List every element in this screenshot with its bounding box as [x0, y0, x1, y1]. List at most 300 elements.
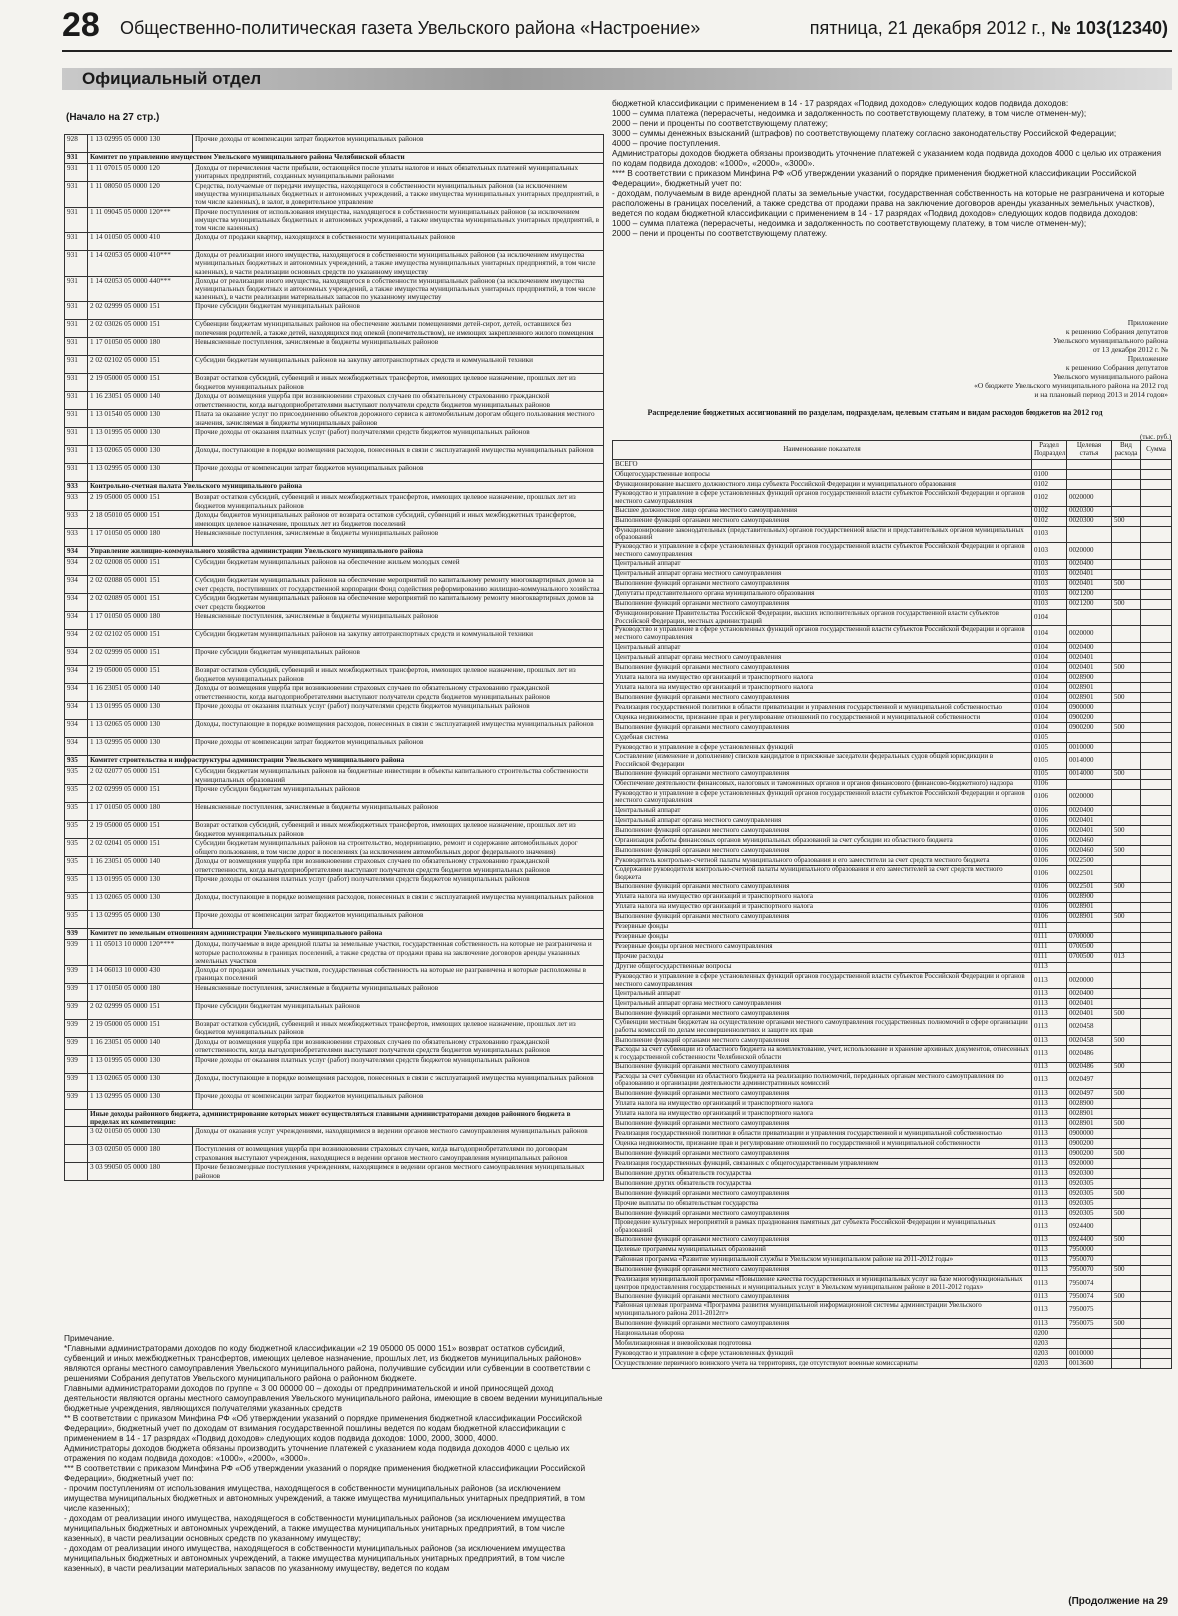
code-cell: 0102 — [1032, 490, 1067, 507]
budget-code-cell: 2 19 05000 05 0000 151 — [88, 493, 193, 511]
table-row — [613, 856, 1172, 866]
indicator-name-cell: Руководитель контрольно-счетной палаты муниципального образования и его заместители за счет средств местного бюджета — [613, 856, 1032, 866]
code-cell — [1141, 682, 1172, 692]
indicator-name-cell: Выполнение других обязательств государства — [613, 1179, 1032, 1189]
table-row — [65, 392, 604, 410]
indicator-name-cell: Выполнение функций органами местного самоуправления — [613, 579, 1032, 589]
code-cell: 0020401 — [1067, 1009, 1112, 1019]
code-cell: 0020497 — [1067, 1089, 1112, 1099]
code-cell — [1141, 569, 1172, 579]
table-row — [65, 482, 604, 493]
appendix-line: Увельского муниципального района — [1053, 372, 1168, 381]
code-cell: 0104 — [1032, 692, 1067, 702]
code-cell: 0106 — [1032, 866, 1067, 883]
admin-code-cell: 939 — [65, 966, 88, 984]
code-cell — [1141, 1219, 1172, 1236]
code-cell — [1141, 962, 1172, 972]
appendix-caption — [848, 318, 1168, 399]
revenue-name-cell: Доходы от продажи земельных участков, государственная собственность на которые не разграничена и которые расположены в границах поселений — [193, 966, 604, 984]
code-cell: 0020300 — [1067, 506, 1112, 516]
revenue-name-cell: Средства, получаемые от передачи имущества, находящегося в собственности муниципальных районов (за исключением имущества муниципальных бюджетных и автономных учреждений, а также имущества муниципальных унитарных предприятий, в том числе казенных), в залог, в доверительное управление — [193, 182, 604, 208]
table-row — [65, 738, 604, 756]
code-cell: 0020401 — [1067, 826, 1112, 836]
table-row — [65, 251, 604, 277]
code-cell: 500 — [1112, 1235, 1141, 1245]
table-row — [65, 164, 604, 182]
budget-code-cell: 1 17 01050 05 0000 180 — [88, 612, 193, 630]
budget-code-cell: 1 13 02065 05 0000 130 — [88, 720, 193, 738]
code-cell — [1112, 1072, 1141, 1089]
revenue-name-cell: Прочие субсидии бюджетам муниципальных районов — [193, 648, 604, 666]
admin-code-cell — [65, 1163, 88, 1181]
table-row — [65, 648, 604, 666]
table-row — [613, 682, 1172, 692]
table-row — [613, 506, 1172, 516]
code-cell: 0113 — [1032, 1119, 1067, 1129]
table-row — [613, 722, 1172, 732]
code-cell: 0113 — [1032, 1275, 1067, 1292]
admin-code-cell — [65, 1110, 88, 1127]
indicator-name-cell: Руководство и управление в сфере установленных функций — [613, 742, 1032, 752]
code-cell — [1141, 652, 1172, 662]
code-cell: 0020458 — [1067, 1035, 1112, 1045]
code-cell: 0203 — [1032, 1348, 1067, 1358]
table-row — [613, 672, 1172, 682]
code-cell: 0113 — [1032, 1089, 1067, 1099]
code-cell — [1112, 1159, 1141, 1169]
admin-code-cell: 939 — [65, 1020, 88, 1038]
code-cell: 0022501 — [1067, 866, 1112, 883]
indicator-name-cell: Выполнение функций органами местного самоуправления — [613, 912, 1032, 922]
text-paragraph: 3000 – суммы денежных взысканий (штрафов) по соответствующему платежу согласно законодательству Российской Федерации; — [612, 128, 1117, 138]
admin-name-cell: Управление жилищно-коммунального хозяйства администрации Увельского муниципального района — [88, 547, 604, 558]
indicator-name-cell: Выполнение функций органами местного самоуправления — [613, 1235, 1032, 1245]
code-cell — [1112, 902, 1141, 912]
table-row — [65, 1127, 604, 1145]
appendix-line: Увельского муниципального района — [1053, 336, 1168, 345]
admin-code-cell: 935 — [65, 911, 88, 929]
issue-date — [810, 18, 1168, 39]
table-row — [65, 857, 604, 875]
budget-code-cell: 3 03 02050 05 0000 180 — [88, 1145, 193, 1163]
revenue-name-cell: Невыясненные поступления, зачисляемые в бюджеты муниципальных районов — [193, 984, 604, 1002]
table-row — [65, 984, 604, 1002]
code-cell: 0104 — [1032, 626, 1067, 643]
text-paragraph: 1000 – сумма платежа (перерасчеты, недоимка и задолженность по соответствующему платежу, в том числе отменен-му); — [612, 218, 1087, 228]
table-row — [65, 1038, 604, 1056]
admin-code-cell: 933 — [65, 529, 88, 547]
code-cell — [1141, 1338, 1172, 1348]
budget-code-cell: 1 13 02065 05 0000 130 — [88, 893, 193, 911]
table-row — [613, 1245, 1172, 1255]
code-cell — [1067, 1338, 1112, 1348]
code-cell — [1141, 779, 1172, 789]
code-cell: 0106 — [1032, 816, 1067, 826]
table-row — [613, 480, 1172, 490]
code-cell — [1032, 460, 1067, 470]
code-cell — [1112, 752, 1141, 769]
table-row — [613, 1072, 1172, 1089]
code-cell — [1112, 789, 1141, 806]
admin-code-cell: 939 — [65, 984, 88, 1002]
code-cell: 0920305 — [1067, 1179, 1112, 1189]
code-cell: 0103 — [1032, 569, 1067, 579]
code-cell — [1141, 1099, 1172, 1109]
revenue-administrators-table — [64, 134, 604, 1181]
table-row — [65, 302, 604, 320]
code-cell: 0028900 — [1067, 1099, 1112, 1109]
code-cell — [1112, 1019, 1141, 1036]
revenue-name-cell: Прочие доходы от оказания платных услуг (работ) получателями средств бюджетов муниципальных районов — [193, 875, 604, 893]
code-cell — [1112, 1245, 1141, 1255]
code-cell — [1112, 942, 1141, 952]
code-cell: 0111 — [1032, 932, 1067, 942]
indicator-name-cell: Руководство и управление в сфере установленных функций — [613, 1348, 1032, 1358]
code-cell: 0020000 — [1067, 972, 1112, 989]
table-row — [613, 972, 1172, 989]
revenue-name-cell: Субсидии бюджетам муниципальных районов на закупку автотранспортных средств и коммунальной техники — [193, 630, 604, 648]
code-cell — [1067, 480, 1112, 490]
budget-code-cell: 1 14 02053 05 0000 410*** — [88, 251, 193, 277]
note-paragraph: Главными администраторами доходов по группе « 3 00 00000 00 – доходы от предпринимательской и иной приносящей доход деятельности являются органы местного самоуправления Увельского муниципального района, имеющие в своем ведении муниципальные бюджетные учреждения, являющихся получателями указанных средств — [64, 1383, 603, 1413]
code-cell — [1141, 1089, 1172, 1099]
date-text: пятница, 21 декабря 2012 г., — [809, 18, 1051, 38]
budget-code-cell: 2 18 05010 05 0000 151 — [88, 511, 193, 529]
table-row — [613, 609, 1172, 626]
budget-code-cell: 1 11 05013 10 0000 120**** — [88, 940, 193, 966]
code-cell: 0028901 — [1067, 912, 1112, 922]
code-cell — [1112, 1099, 1141, 1109]
budget-code-cell: 1 13 01995 05 0000 130 — [88, 875, 193, 893]
table-row — [613, 1292, 1172, 1302]
table-row — [613, 1099, 1172, 1109]
code-cell: 500 — [1112, 769, 1141, 779]
code-cell — [1141, 1072, 1172, 1089]
table-row — [613, 779, 1172, 789]
code-cell: 0920305 — [1067, 1189, 1112, 1199]
code-cell — [1141, 1019, 1172, 1036]
table-row — [65, 558, 604, 576]
code-cell — [1112, 672, 1141, 682]
admin-code-cell: 935 — [65, 785, 88, 803]
budget-code-cell: 1 17 01050 05 0000 180 — [88, 338, 193, 356]
indicator-name-cell: Выполнение функций органами местного самоуправления — [613, 1209, 1032, 1219]
admin-code-cell: 939 — [65, 1002, 88, 1020]
code-cell: 500 — [1112, 1009, 1141, 1019]
code-cell: 0020000 — [1067, 789, 1112, 806]
table-row — [613, 912, 1172, 922]
revenue-name-cell: Субсидии бюджетам муниципальных районов на обеспечение жильем молодых семей — [193, 558, 604, 576]
code-cell: 0028900 — [1067, 892, 1112, 902]
table-row — [65, 803, 604, 821]
code-cell: 0113 — [1032, 1199, 1067, 1209]
code-cell — [1112, 506, 1141, 516]
indicator-name-cell: Судебная система — [613, 732, 1032, 742]
table-row — [65, 612, 604, 630]
admin-code-cell: 931 — [65, 302, 88, 320]
admin-code-cell: 939 — [65, 940, 88, 966]
code-cell: 0020486 — [1067, 1062, 1112, 1072]
table-row — [613, 1199, 1172, 1209]
budget-code-cell: 1 13 02065 05 0000 130 — [88, 1074, 193, 1092]
code-cell — [1141, 856, 1172, 866]
indicator-name-cell: Содержание руководителя контрольно-счетной палаты муниципального образования и его заместителей за счет средств местного бюджета — [613, 866, 1032, 883]
table-row — [65, 839, 604, 857]
budget-code-cell: 2 19 05000 05 0000 151 — [88, 1020, 193, 1038]
indicator-name-cell: Выполнение функций органами местного самоуправления — [613, 846, 1032, 856]
code-cell: 0113 — [1032, 1035, 1067, 1045]
code-cell — [1141, 952, 1172, 962]
code-cell — [1112, 460, 1141, 470]
table-row — [65, 233, 604, 251]
code-cell — [1112, 682, 1141, 692]
indicator-name-cell: Выполнение функций органами местного самоуправления — [613, 1318, 1032, 1328]
code-cell — [1112, 866, 1141, 883]
code-cell: 0105 — [1032, 742, 1067, 752]
indicator-name-cell: Выполнение других обязательств государства — [613, 1169, 1032, 1179]
code-cell — [1141, 1328, 1172, 1338]
code-cell — [1141, 989, 1172, 999]
indicator-name-cell: Осуществление первичного воинского учета на территориях, где отсутствуют военные комиссариаты — [613, 1358, 1032, 1368]
budget-code-cell: 1 14 06013 10 0000 430 — [88, 966, 193, 984]
indicator-name-cell: Общегосударственные вопросы — [613, 470, 1032, 480]
table-row — [613, 1348, 1172, 1358]
admin-name-cell: Комитет по управлению имуществом Увельского муниципального района Челябинской области — [88, 153, 604, 164]
table-row — [613, 882, 1172, 892]
note-paragraph: - прочим поступлениям от использования имущества, находящегося в собственности муниципальных районов (за исключением имущества муниципальных бюджетных и автономных учреждений, а также имущества муниципальных унитарных предприятий, в том числе казенных); — [64, 1483, 585, 1513]
code-cell — [1112, 989, 1141, 999]
code-cell: 7950070 — [1067, 1255, 1112, 1265]
table-row — [65, 911, 604, 929]
code-cell: 0028900 — [1067, 672, 1112, 682]
code-cell: 0700500 — [1067, 952, 1112, 962]
table-row — [65, 576, 604, 594]
admin-code-cell: 935 — [65, 839, 88, 857]
indicator-name-cell: Реализация государственной политики в области приватизации и управления государственной и муниципальной собственностью — [613, 702, 1032, 712]
code-cell — [1112, 932, 1141, 942]
indicator-name-cell: Центральный аппарат — [613, 642, 1032, 652]
code-cell — [1112, 1139, 1141, 1149]
code-cell: 0113 — [1032, 1009, 1067, 1019]
code-cell — [1141, 1189, 1172, 1199]
admin-code-cell: 931 — [65, 392, 88, 410]
table-row — [613, 1019, 1172, 1036]
code-cell — [1067, 732, 1112, 742]
code-cell: 500 — [1112, 662, 1141, 672]
code-cell — [1112, 712, 1141, 722]
revenue-name-cell: Прочие доходы от оказания платных услуг (работ) получателями средств бюджетов муниципальных районов — [193, 702, 604, 720]
table-row — [613, 989, 1172, 999]
code-cell — [1141, 1045, 1172, 1062]
appendix-line: и на плановый период 2013 и 2014 годов» — [1034, 390, 1168, 399]
indicator-name-cell: Районная целевая программа «Программа развития муниципальной информационной системы администрации Увельского муниципального района 2011-2012гг» — [613, 1302, 1032, 1319]
code-cell: 500 — [1112, 912, 1141, 922]
text-paragraph: 4000 – прочие поступления. — [612, 138, 721, 148]
budget-code-cell: 2 02 02041 05 0000 151 — [88, 839, 193, 857]
table-row — [65, 940, 604, 966]
indicator-name-cell: Резервные фонды — [613, 932, 1032, 942]
revenue-name-cell: Доходы, поступающие в порядке возмещения расходов, понесенных в связи с эксплуатацией имущества муниципальных районов — [193, 446, 604, 464]
code-cell: 0106 — [1032, 856, 1067, 866]
indicator-name-cell: Другие общегосударственные вопросы — [613, 962, 1032, 972]
code-cell: 0104 — [1032, 662, 1067, 672]
code-cell: 0113 — [1032, 999, 1067, 1009]
table-row — [613, 962, 1172, 972]
admin-code-cell: 933 — [65, 482, 88, 493]
table-row — [613, 1062, 1172, 1072]
table-row — [613, 1089, 1172, 1099]
indicator-name-cell: Целевые программы муниципальных образований — [613, 1245, 1032, 1255]
revenue-name-cell: Прочие доходы от компенсации затрат бюджетов муниципальных районов — [193, 911, 604, 929]
table-row — [613, 1009, 1172, 1019]
budget-code-cell: 1 13 02065 05 0000 130 — [88, 446, 193, 464]
code-cell: 0022500 — [1067, 856, 1112, 866]
code-cell: 0113 — [1032, 1149, 1067, 1159]
code-cell: 0102 — [1032, 516, 1067, 526]
code-cell: 0020460 — [1067, 836, 1112, 846]
indicator-name-cell: Составление (изменение и дополнение) списков кандидатов в присяжные заседатели федеральных судов общей юрисдикции в Российской Федерации — [613, 752, 1032, 769]
budget-code-cell: 1 14 02053 05 0000 440*** — [88, 276, 193, 302]
revenue-name-cell: Прочие субсидии бюджетам муниципальных районов — [193, 1002, 604, 1020]
admin-code-cell: 935 — [65, 821, 88, 839]
code-cell: 0900200 — [1067, 722, 1112, 732]
code-cell: 0102 — [1032, 480, 1067, 490]
budget-code-cell: 1 17 01050 05 0000 180 — [88, 803, 193, 821]
column-header: Целевая статья — [1067, 441, 1112, 460]
code-cell: 0203 — [1032, 1338, 1067, 1348]
code-cell — [1141, 490, 1172, 507]
code-cell: 0105 — [1032, 769, 1067, 779]
code-cell — [1141, 1129, 1172, 1139]
indicator-name-cell: Функционирование Правительства Российской Федерации, высших исполнительных органов государственной власти субъектов Российской Федерации, местных администраций — [613, 609, 1032, 626]
admin-code-cell: 931 — [65, 320, 88, 338]
code-cell — [1067, 609, 1112, 626]
table-row — [65, 684, 604, 702]
code-cell: 0103 — [1032, 599, 1067, 609]
code-cell — [1141, 642, 1172, 652]
code-cell — [1112, 626, 1141, 643]
code-cell — [1067, 922, 1112, 932]
indicator-name-cell: Уплата налога на имущество организаций и транспортного налога — [613, 1109, 1032, 1119]
code-cell: 0020486 — [1067, 1045, 1112, 1062]
admin-code-cell: 931 — [65, 164, 88, 182]
code-cell: 0020400 — [1067, 806, 1112, 816]
code-cell: 7950075 — [1067, 1302, 1112, 1319]
code-cell: 0920300 — [1067, 1169, 1112, 1179]
table-row — [65, 135, 604, 153]
text-paragraph: - доходам, получаемым в виде арендной платы за земельные участки, государственная собственность на которые не разграничена и которые расположены в границах поселений, а также средства от продажи права на заключение договоров аренды указанных земельных участков), ведется по кодам бюджетной классификации с применением в 14 - 17 разрядах «Подвид доходов» следующих кодов подвида доходов: — [612, 188, 1165, 218]
code-cell: 013 — [1112, 952, 1141, 962]
note-paragraph: Администраторы доходов бюджета обязаны производить уточнение платежей с указанием кода подвида доходов 4000 с целью их отражения по кодам подвида доходов: «1000», «2000», «3000». — [64, 1443, 570, 1463]
code-cell: 0106 — [1032, 836, 1067, 846]
code-cell: 0113 — [1032, 962, 1067, 972]
code-cell — [1067, 460, 1112, 470]
code-cell: 0105 — [1032, 752, 1067, 769]
indicator-name-cell: Выполнение функций органами местного самоуправления — [613, 516, 1032, 526]
paper-title: Общественно-политическая газета Увельского района «Настроение» — [120, 18, 701, 38]
indicator-name-cell: Уплата налога на имущество организаций и транспортного налога — [613, 902, 1032, 912]
table-row — [613, 662, 1172, 672]
code-cell: 0020401 — [1067, 652, 1112, 662]
budget-code-cell: 1 16 23051 05 0000 140 — [88, 684, 193, 702]
table-row — [613, 932, 1172, 942]
table-row — [613, 1179, 1172, 1189]
indicator-name-cell: Руководство и управление в сфере установленных функций органов государственной власти субъектов Российской Федерации и органов местного самоуправления — [613, 626, 1032, 643]
code-cell — [1141, 769, 1172, 779]
admin-code-cell: 931 — [65, 182, 88, 208]
code-cell: 0106 — [1032, 902, 1067, 912]
code-cell — [1141, 1265, 1172, 1275]
code-cell — [1112, 962, 1141, 972]
code-cell — [1141, 789, 1172, 806]
budget-code-cell: 1 13 02995 05 0000 130 — [88, 464, 193, 482]
revenue-name-cell: Субсидии бюджетам муниципальных районов на обеспечение мероприятий по капитальному ремонту многоквартирных домов за счет средств, поступивших от государственной корпорации Фонд содействия реформированию жилищно-коммунального хозяйства — [193, 576, 604, 594]
code-cell: 0900200 — [1067, 712, 1112, 722]
table-row — [613, 789, 1172, 806]
table-row — [613, 942, 1172, 952]
code-cell: 0020460 — [1067, 846, 1112, 856]
indicator-name-cell: Реализация государственной политики в области приватизации и управления государственной и муниципальной собственностью — [613, 1129, 1032, 1139]
code-cell — [1141, 1318, 1172, 1328]
table-row — [613, 1302, 1172, 1319]
budget-code-cell: 1 11 08050 05 0000 120 — [88, 182, 193, 208]
revenue-name-cell: Плата за оказание услуг по присоединению объектов дорожного сервиса к автомобильным дорогам общего пользования местного значения, зачисляемая в бюджеты муниципальных районов — [193, 410, 604, 428]
indicator-name-cell: Расходы за счет субвенции из областного бюджета на реализацию полномочий, переданных органам местного самоуправления по образованию и организации деятельности административных комиссий — [613, 1072, 1032, 1089]
budget-code-cell: 1 17 01050 05 0000 180 — [88, 984, 193, 1002]
budget-code-cell: 2 02 02999 05 0000 151 — [88, 1002, 193, 1020]
indicator-name-cell: Выполнение функций органами местного самоуправления — [613, 1035, 1032, 1045]
code-cell: 0106 — [1032, 779, 1067, 789]
code-cell: 7950070 — [1067, 1265, 1112, 1275]
code-cell: 0900000 — [1067, 702, 1112, 712]
admin-code-cell: 935 — [65, 857, 88, 875]
code-cell: 0020400 — [1067, 989, 1112, 999]
code-cell — [1141, 932, 1172, 942]
table-row — [65, 374, 604, 392]
table-row — [613, 589, 1172, 599]
code-cell — [1141, 999, 1172, 1009]
code-cell: 0113 — [1032, 1139, 1067, 1149]
code-cell: 0106 — [1032, 789, 1067, 806]
budget-code-cell: 2 02 02089 05 0001 151 — [88, 594, 193, 612]
code-cell: 0113 — [1032, 1255, 1067, 1265]
admin-name-cell: Контрольно-счетная палата Увельского муниципального района — [88, 482, 604, 493]
code-cell — [1112, 856, 1141, 866]
revenue-name-cell: Возврат остатков субсидий, субвенций и иных межбюджетных трансфертов, имеющих целевое назначение, прошлых лет из бюджетов муниципальных районов — [193, 1020, 604, 1038]
code-cell: 0920305 — [1067, 1199, 1112, 1209]
indicator-name-cell: Выполнение функций органами местного самоуправления — [613, 1119, 1032, 1129]
indicator-name-cell: Функционирование законодательных (представительных) органов государственной власти и представительных органов муниципальных образований — [613, 526, 1032, 543]
indicator-name-cell: Уплата налога на имущество организаций и транспортного налога — [613, 672, 1032, 682]
code-cell: 0020400 — [1067, 642, 1112, 652]
budget-code-cell: 1 16 23051 05 0000 140 — [88, 392, 193, 410]
text-paragraph: бюджетной классификации с применением в 14 - 17 разрядах «Подвид доходов» следующих кодов подвида доходов: — [612, 98, 1069, 108]
indicator-name-cell: Выполнение функций органами местного самоуправления — [613, 1189, 1032, 1199]
code-cell: 0113 — [1032, 989, 1067, 999]
code-cell: 0113 — [1032, 1099, 1067, 1109]
code-cell — [1112, 543, 1141, 560]
budget-code-cell: 2 02 02999 05 0000 151 — [88, 302, 193, 320]
table-row — [613, 732, 1172, 742]
admin-code-cell: 939 — [65, 1092, 88, 1110]
admin-code-cell: 939 — [65, 1074, 88, 1092]
code-cell: 500 — [1112, 1119, 1141, 1129]
table-row — [613, 826, 1172, 836]
table-row — [613, 1338, 1172, 1348]
budget-code-cell: 1 17 01050 05 0000 180 — [88, 529, 193, 547]
code-cell: 0900000 — [1067, 1129, 1112, 1139]
code-cell: 0113 — [1032, 1179, 1067, 1189]
